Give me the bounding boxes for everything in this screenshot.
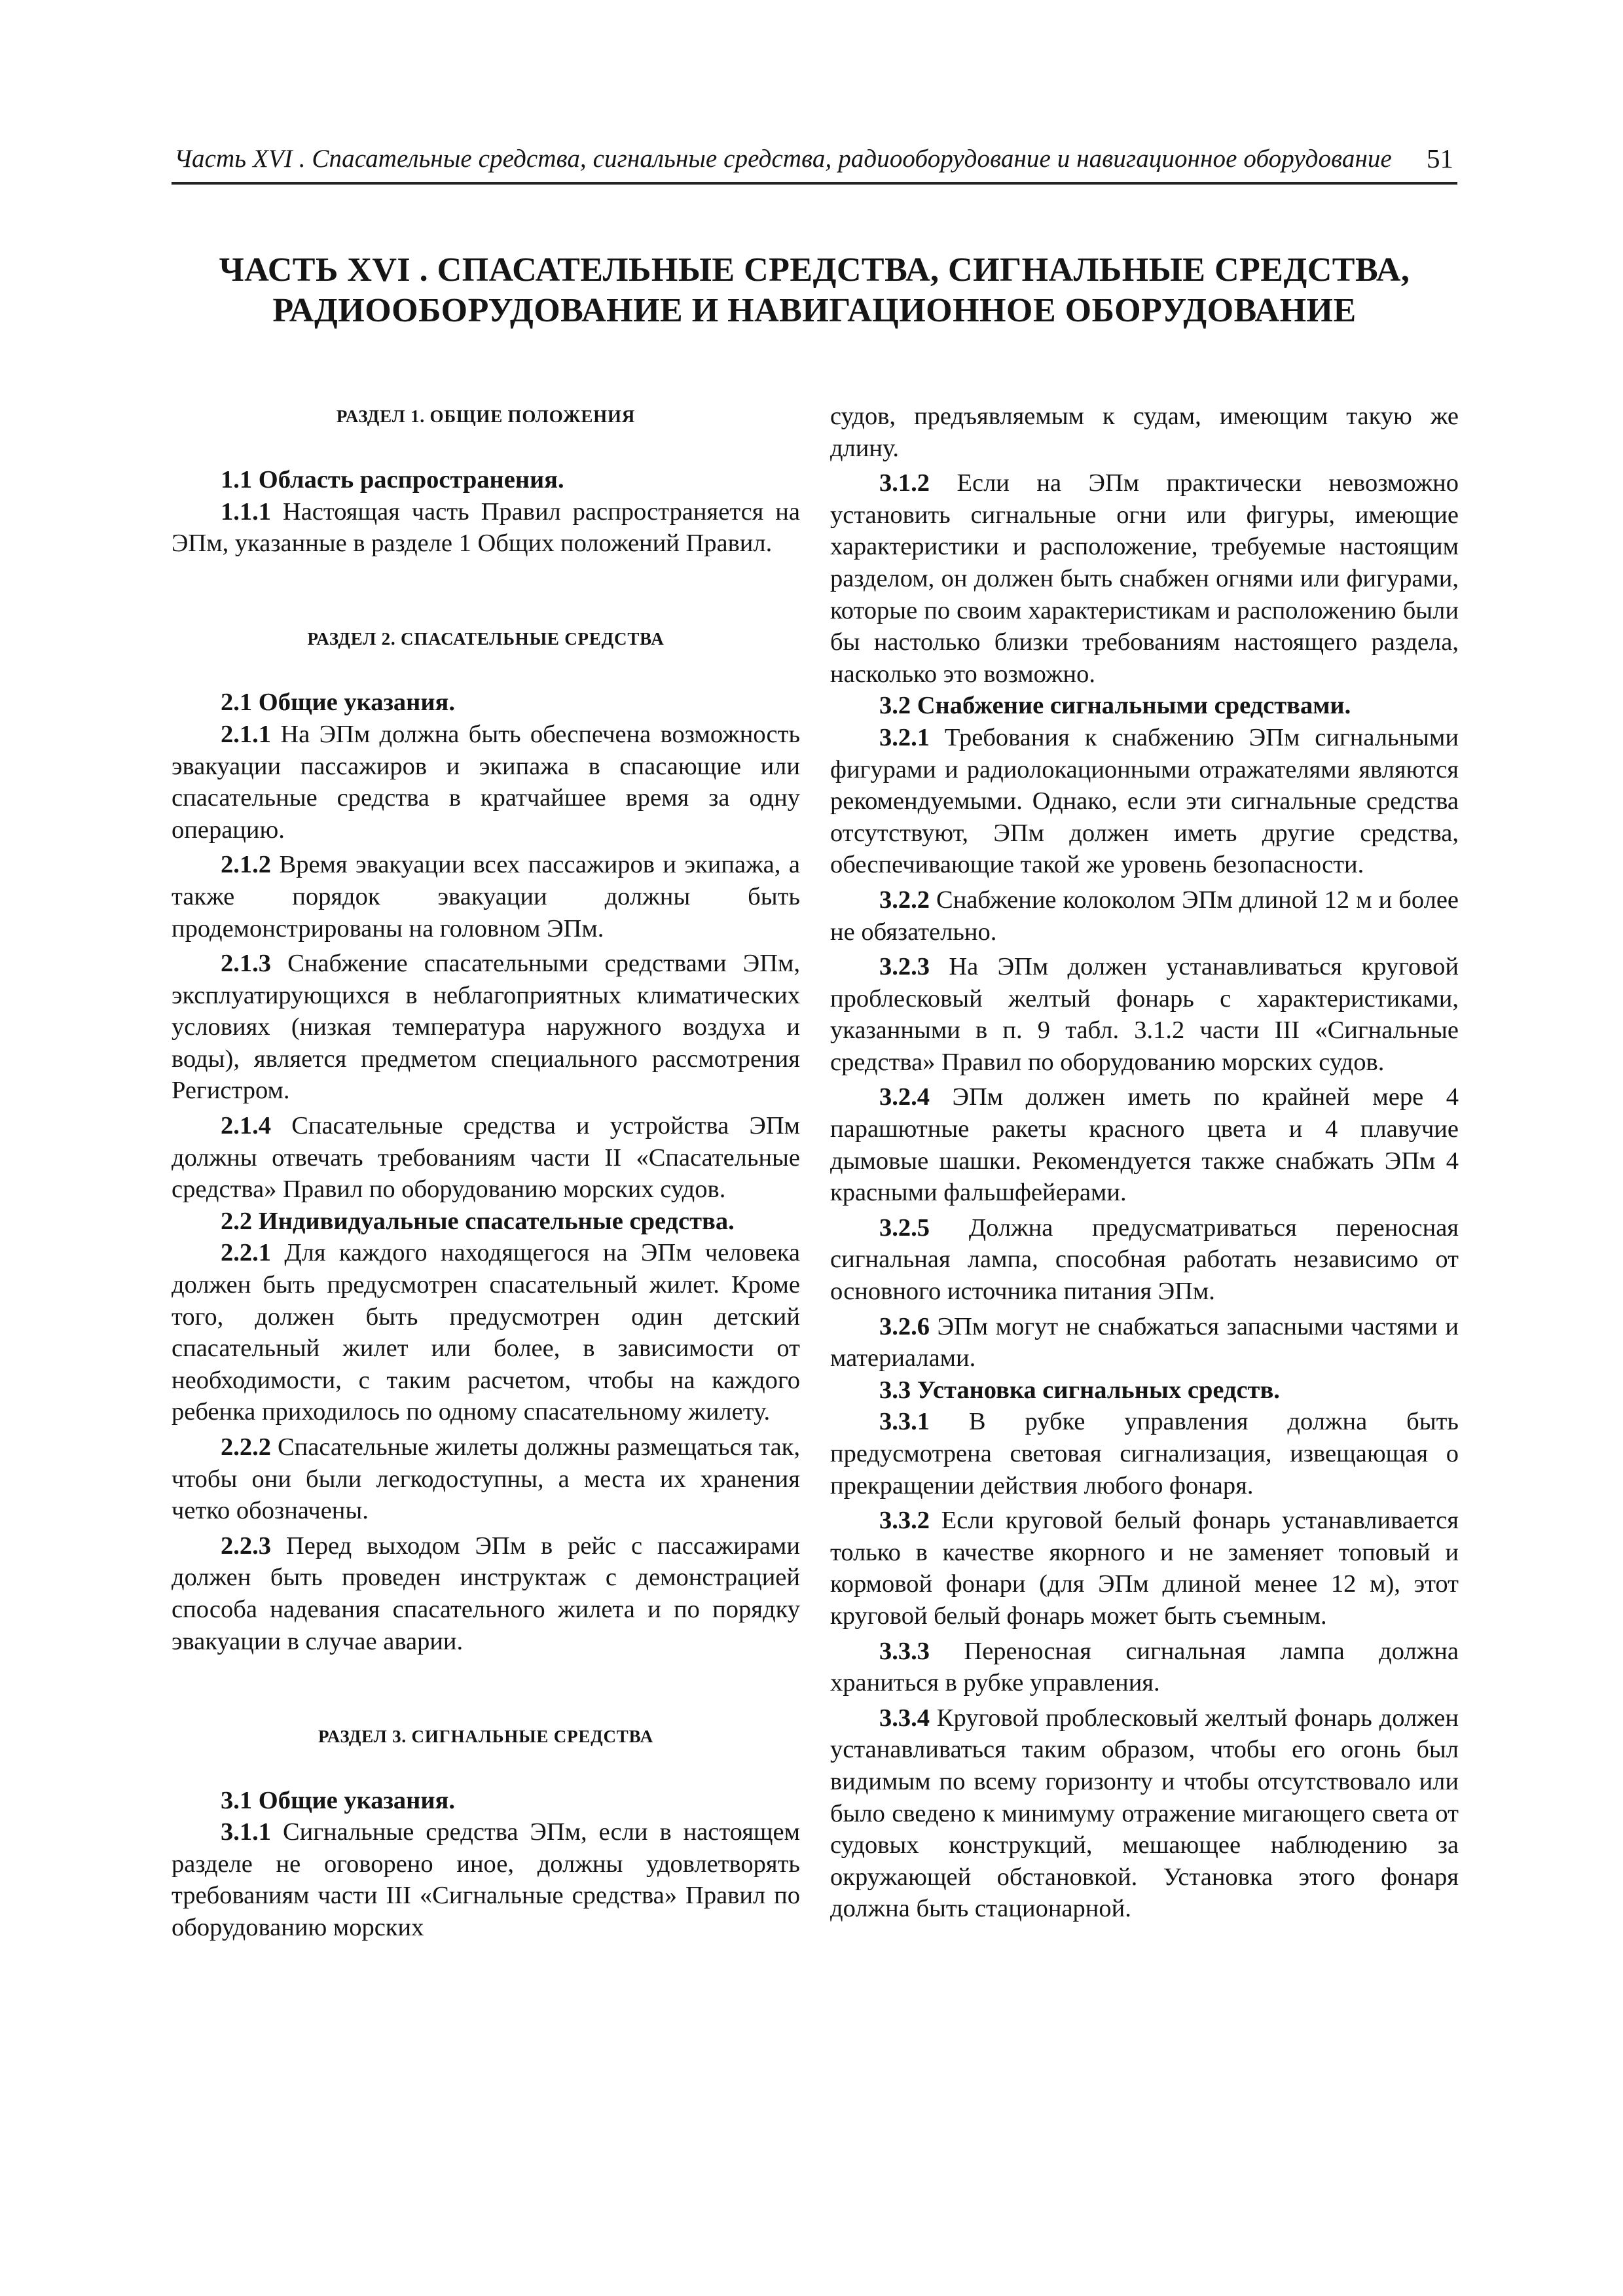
subsection-3-1-heading: 3.1 Общие указания. <box>221 1786 455 1814</box>
paragraph-3-1-2: 3.1.2 Если на ЭПм практически невозможно установить сигнальные огни или фигуры, имеющие характеристики и расположение, требуемые настоящим разделом, он должен быть снабжен огнями или фигурами, которые по своим характеристикам и расположению были бы настолько близки требованиям настоящего раздела, насколько это возможно. <box>830 469 1459 688</box>
paragraph-2-1-1: 2.1.1 На ЭПм должна быть обеспечена возможность эвакуации пассажиров и экипажа в спасающие или спасательные средства в кратчайшее время за одну операцию. <box>172 720 800 844</box>
subsection-3-3-heading: 3.3 Установка сигнальных средств. <box>879 1376 1280 1404</box>
running-title: Часть XVI . Спасательные средства, сигнальные средства, радиооборудование и навигационное оборудование <box>174 145 1392 173</box>
paragraph-3-1-1: 3.1.1 Сигнальные средства ЭПм, если в настоящем разделе не оговорено иное, должны удовлетворять требованиям части III «Сигнальные средства» Правил по оборудованию морских <box>172 1818 800 1941</box>
paragraph-3-2-3: 3.2.3 На ЭПм должен устанавливаться круговой проблесковый желтый фонарь с характеристиками, указанными в п. 9 табл. 3.1.2 части III «Сигнальные средства» Правил по оборудованию морских судов. <box>830 953 1459 1076</box>
paragraph-2-2-3: 2.2.3 Перед выходом ЭПм в рейс с пассажирами должен быть проведен инструктаж с демонстрацией способа надевания спасательного жилета и по порядку эвакуации в случае аварии. <box>172 1532 800 1655</box>
paragraph-1-1-1: 1.1.1 Настоящая часть Правил распространяется на ЭПм, указанные в разделе 1 Общих положений Правил. <box>172 497 800 558</box>
paragraph-2-1-2: 2.1.2 Время эвакуации всех пассажиров и экипажа, а также порядок эвакуации должны быть продемонстрированы на головном ЭПм. <box>172 851 800 942</box>
paragraph-3-3-4: 3.3.4 Круговой проблесковый желтый фонарь должен устанавливаться таким образом, чтобы его огонь был видимым по всему горизонту и чтобы отсутствовало или было сведено к минимуму отражение мигающего света от судовых конструкций, мешающее наблюдению за окружающей обстановкой. Установка этого фонаря должна быть стационарной. <box>830 1704 1459 1923</box>
paragraph-3-2-5: 3.2.5 Должна предусматриваться переносная сигнальная лампа, способная работать независимо от основного источника питания ЭПм. <box>830 1213 1459 1306</box>
subsection-2-1-heading: 2.1 Общие указания. <box>221 689 455 717</box>
section-2-heading: РАЗДЕЛ 2. СПАСАТЕЛЬНЫЕ СРЕДСТВА <box>307 629 665 649</box>
paragraph-3-3-3: 3.3.3 Переносная сигнальная лампа должна храниться в рубке управления. <box>830 1637 1459 1697</box>
paragraph-3-3-2: 3.3.2 Если круговой белый фонарь устанавливается только в качестве якорного и не заменяет топовый и кормовой фонари (для ЭПм длиной менее 12 м), этот круговой белый фонарь может быть съемным. <box>830 1507 1459 1630</box>
paragraph-3-3-1: 3.3.1 В рубке управления должна быть предусмотрена световая сигнализация, извещающая о прекращении действия любого фонаря. <box>830 1408 1459 1499</box>
paragraph-2-1-4: 2.1.4 Спасательные средства и устройства ЭПм должны отвечать требованиям части II «Спасательные средства» Правил по оборудованию морских судов. <box>172 1112 800 1204</box>
right-column <box>830 401 1459 1925</box>
paragraph-2-1-3: 2.1.3 Снабжение спасательными средствами ЭПм, эксплуатирующихся в неблагоприятных климатических условиях (низкая температура наружного воздуха и воды), является предметом специального рассмотрения Регистром. <box>172 950 800 1105</box>
paragraph-3-2-2: 3.2.2 Снабжение колоколом ЭПм длиной 12 м и более не обязательно. <box>830 886 1459 946</box>
subsection-1-1-heading: 1.1 Область распространения. <box>221 466 564 494</box>
paragraph-3-2-4: 3.2.4 ЭПм должен иметь по крайней мере 4 парашютные ракеты красного цвета и 4 плавучие дымовые шашки. Рекомендуется также снабжать ЭПм 4 красными фальшфейерами. <box>830 1083 1459 1207</box>
paragraph-2-2-2: 2.2.2 Спасательные жилеты должны размещаться так, чтобы они были легкодоступны, а места их хранения четко обозначены. <box>172 1433 800 1525</box>
paragraph-3-2-1: 3.2.1 Требования к снабжению ЭПм сигнальными фигурами и радиолокационными отражателями являются рекомендуемыми. Однако, если эти сигнальные средства отсутствуют, ЭПм должен иметь другие средства, обеспечивающие такой же уровень безопасности. <box>830 723 1459 879</box>
page-number: 51 <box>1427 143 1453 173</box>
part-title: ЧАСТЬ XVI . СПАСАТЕЛЬНЫЕ СРЕДСТВА, СИГНАЛЬНЫЕ СРЕДСТВА, РАДИООБОРУДОВАНИЕ И НАВИГАЦИОННОЕ ОБОРУДОВАНИЕ <box>219 251 1410 329</box>
paragraph-continuation: судов, предъявляемым к судам, имеющим такую же длину. <box>830 403 1459 462</box>
section-1-heading: РАЗДЕЛ 1. ОБЩИЕ ПОЛОЖЕНИЯ <box>336 406 636 426</box>
left-column <box>172 401 800 1944</box>
subsection-2-2-heading: 2.2 Индивидуальные спасательные средства. <box>221 1207 735 1235</box>
running-head <box>172 137 1457 185</box>
subsection-3-2-heading: 3.2 Снабжение сигнальными средствами. <box>879 692 1351 720</box>
paragraph-3-2-6: 3.2.6 ЭПм могут не снабжаться запасными частями и материалами. <box>830 1312 1459 1372</box>
paragraph-2-2-1: 2.2.1 Для каждого находящегося на ЭПм человека должен быть предусмотрен спасательный жилет. Кроме того, должен быть предусмотрен один детский спасательный жилет или более, в зависимости от необходимости, с таким расчетом, чтобы на каждого ребенка приходилось по одному спасательному жилету. <box>172 1239 800 1426</box>
section-3-heading: РАЗДЕЛ 3. СИГНАЛЬНЫЕ СРЕДСТВА <box>318 1727 654 1747</box>
